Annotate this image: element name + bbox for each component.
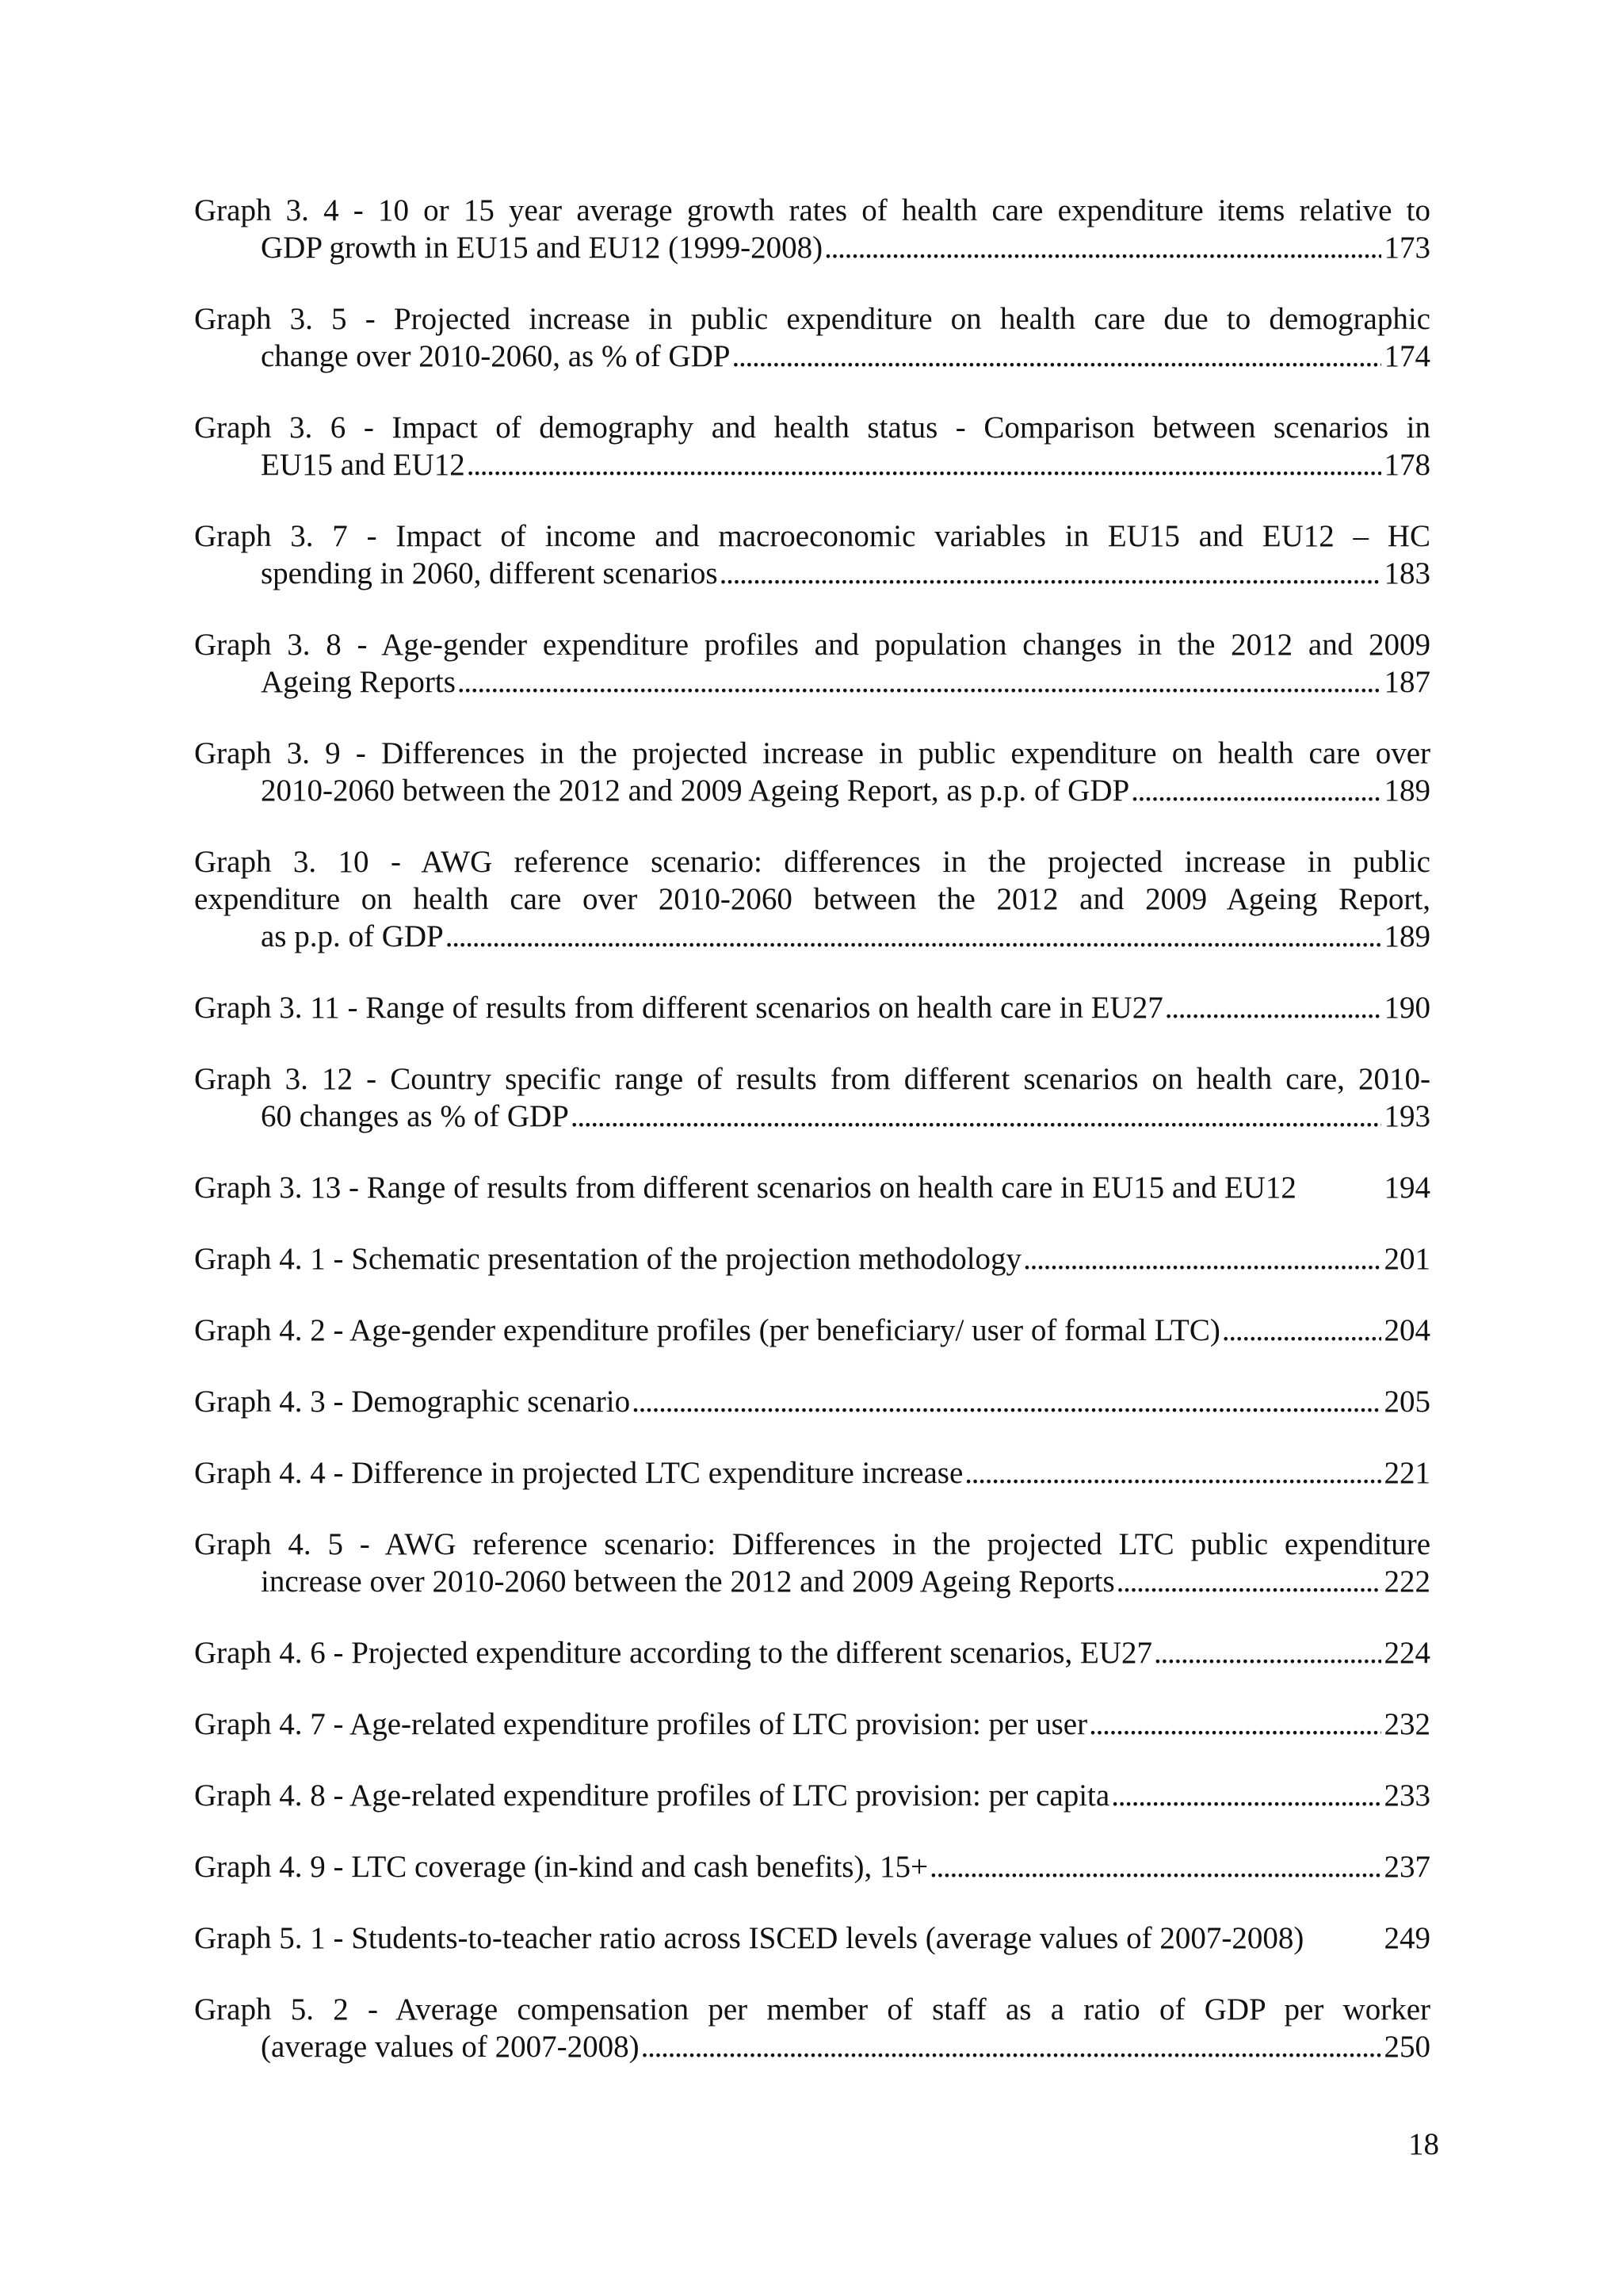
toc-page-number[interactable]: 193 <box>1384 1099 1430 1133</box>
dot-leader <box>1089 1706 1381 1743</box>
toc-page-number[interactable]: 174 <box>1384 339 1430 373</box>
toc-entry-last-line <box>194 1634 1430 1671</box>
toc-entry[interactable] <box>194 192 1430 266</box>
toc-entry-last-line <box>194 1169 1430 1206</box>
toc-entry[interactable] <box>194 409 1430 483</box>
toc-entry-title-line: Graph 3. 9 - Differences in the projected increase in public expenditure on health care over <box>194 736 1430 770</box>
toc-entry-title-line: Graph 4. 5 - AWG reference scenario: Differences in the projected LTC public expenditure <box>194 1527 1430 1561</box>
toc-entry-last-line <box>194 1383 1430 1420</box>
dot-leader <box>445 918 1381 955</box>
toc-page-number[interactable]: 205 <box>1384 1385 1430 1419</box>
toc-page-number[interactable]: 221 <box>1384 1456 1430 1490</box>
toc-page-number[interactable]: 232 <box>1384 1707 1430 1741</box>
toc-entry-title-end: GDP growth in EU15 and EU12 (1999-2008) <box>261 231 823 265</box>
dot-leader <box>731 338 1381 375</box>
toc-entry-title-line: expenditure on health care over 2010-2060 between the 2012 and 2009 Ageing Report, <box>194 882 1430 916</box>
toc-page-number[interactable]: 222 <box>1384 1564 1430 1599</box>
toc-entry-title-end: Graph 3. 13 - Range of results from different scenarios on health care in EU15 and EU12 <box>194 1171 1296 1205</box>
dot-leader <box>632 1383 1381 1420</box>
toc-entry-last-line <box>194 1454 1430 1492</box>
page-number: 18 <box>1408 2127 1439 2161</box>
toc-entry-last-line <box>194 1920 1430 1957</box>
toc-entry[interactable] <box>194 1848 1430 1885</box>
toc-entry[interactable] <box>194 626 1430 701</box>
toc-page-number[interactable]: 204 <box>1384 1313 1430 1347</box>
toc-entry[interactable] <box>194 989 1430 1026</box>
dot-leader <box>1117 1563 1381 1600</box>
toc-entry[interactable] <box>194 300 1430 375</box>
dot-leader <box>571 1098 1381 1135</box>
toc-entry[interactable] <box>194 1169 1430 1206</box>
toc-entry-title-end: change over 2010-2060, as % of GDP <box>261 339 731 373</box>
dot-leader <box>930 1848 1381 1885</box>
toc-entry-last-line <box>194 1563 1430 1600</box>
dot-leader <box>457 663 1381 701</box>
toc-page-number[interactable]: 237 <box>1384 1850 1430 1884</box>
toc-page-number[interactable]: 201 <box>1384 1242 1430 1276</box>
toc-entry[interactable] <box>194 1454 1430 1492</box>
toc-page-number[interactable]: 178 <box>1384 448 1430 482</box>
toc-entry-title-line: Graph 3. 8 - Age-gender expenditure profiles and population changes in the 2012 and 2009 <box>194 628 1430 662</box>
toc-entry-title-end: 2010-2060 between the 2012 and 2009 Ageing Report, as p.p. of GDP <box>261 774 1130 808</box>
dot-leader <box>1222 1312 1381 1349</box>
toc-entry[interactable] <box>194 1920 1430 1957</box>
dot-leader <box>964 1454 1381 1492</box>
toc-entry-title-end: Ageing Reports <box>261 665 456 699</box>
table-of-figures <box>194 192 1430 2099</box>
toc-entry-title-end: Graph 4. 4 - Difference in projected LTC expenditure increase <box>194 1456 964 1490</box>
toc-entry-title-end: (average values of 2007-2008) <box>261 2030 640 2064</box>
toc-page-number[interactable]: 189 <box>1384 774 1430 808</box>
toc-entry-last-line <box>194 663 1430 701</box>
toc-entry[interactable] <box>194 1706 1430 1743</box>
toc-entry[interactable] <box>194 518 1430 592</box>
toc-entry-title-end: EU15 and EU12 <box>261 448 465 482</box>
toc-entry[interactable] <box>194 843 1430 955</box>
toc-entry-last-line <box>194 2028 1430 2065</box>
toc-entry[interactable] <box>194 1991 1430 2065</box>
toc-entry-last-line <box>194 989 1430 1026</box>
toc-entry-last-line <box>194 918 1430 955</box>
toc-entry-last-line <box>194 1312 1430 1349</box>
toc-entry-title-end: Graph 4. 7 - Age-related expenditure profiles of LTC provision: per user <box>194 1707 1088 1741</box>
dot-leader <box>1111 1777 1381 1814</box>
dot-leader <box>1165 989 1381 1026</box>
dot-leader <box>1154 1634 1381 1671</box>
toc-entry-title-end: Graph 4. 9 - LTC coverage (in-kind and cash benefits), 15+ <box>194 1850 928 1884</box>
toc-entry-title-line: Graph 3. 10 - AWG reference scenario: differences in the projected increase in public <box>194 845 1430 879</box>
toc-entry-last-line <box>194 1777 1430 1814</box>
toc-page-number[interactable]: 224 <box>1384 1636 1430 1670</box>
toc-entry-last-line <box>194 1098 1430 1135</box>
toc-entry-last-line <box>194 338 1430 375</box>
toc-entry-title-line: Graph 5. 2 - Average compensation per member of staff as a ratio of GDP per worker <box>194 1992 1430 2027</box>
toc-entry-title-end: as p.p. of GDP <box>261 919 444 953</box>
toc-entry[interactable] <box>194 1060 1430 1135</box>
toc-entry-last-line <box>194 1848 1430 1885</box>
toc-entry[interactable] <box>194 1312 1430 1349</box>
toc-page-number[interactable]: 189 <box>1384 919 1430 953</box>
toc-entry-last-line <box>194 1240 1430 1278</box>
dot-leader <box>467 446 1381 483</box>
toc-entry-title-end: spending in 2060, different scenarios <box>261 556 718 590</box>
toc-page-number[interactable]: 187 <box>1384 665 1430 699</box>
toc-page-number[interactable]: 250 <box>1384 2030 1430 2064</box>
dot-leader <box>824 229 1381 266</box>
toc-entry-last-line <box>194 555 1430 592</box>
dot-leader <box>641 2028 1381 2065</box>
toc-entry-title-end: Graph 5. 1 - Students-to-teacher ratio across ISCED levels (average values of 2007-2008) <box>194 1921 1304 1955</box>
toc-entry-last-line <box>194 1706 1430 1743</box>
toc-entry-last-line <box>194 229 1430 266</box>
toc-entry-title-end: Graph 3. 11 - Range of results from different scenarios on health care in EU27 <box>194 991 1163 1025</box>
toc-entry-last-line <box>194 772 1430 809</box>
toc-entry-title-end: 60 changes as % of GDP <box>261 1099 569 1133</box>
toc-entry-title-end: Graph 4. 1 - Schematic presentation of the projection methodology <box>194 1242 1022 1276</box>
toc-page-number[interactable]: 194 <box>1384 1171 1430 1205</box>
dot-leader <box>1131 772 1381 809</box>
toc-entry-title-line: Graph 3. 4 - 10 or 15 year average growth rates of health care expenditure items relative to <box>194 193 1430 227</box>
toc-entry[interactable] <box>194 1526 1430 1600</box>
toc-entry-title-line: Graph 3. 7 - Impact of income and macroeconomic variables in EU15 and EU12 – HC <box>194 519 1430 553</box>
toc-entry-title-line: Graph 3. 12 - Country specific range of results from different scenarios on health care, 2010- <box>194 1062 1430 1096</box>
toc-entry-last-line <box>194 446 1430 483</box>
toc-page-number[interactable]: 190 <box>1384 991 1430 1025</box>
dot-leader <box>1023 1240 1381 1278</box>
toc-entry-title-end: Graph 4. 2 - Age-gender expenditure profiles (per beneficiary/ user of formal LTC) <box>194 1313 1220 1347</box>
toc-entry-title-line: Graph 3. 5 - Projected increase in public expenditure on health care due to demographic <box>194 302 1430 336</box>
toc-entry[interactable] <box>194 1777 1430 1814</box>
toc-entry-title-end: Graph 4. 8 - Age-related expenditure profiles of LTC provision: per capita <box>194 1778 1110 1813</box>
toc-entry-title-end: Graph 4. 3 - Demographic scenario <box>194 1385 631 1419</box>
toc-entry[interactable] <box>194 1240 1430 1278</box>
toc-entry[interactable] <box>194 1383 1430 1420</box>
toc-entry[interactable] <box>194 1634 1430 1671</box>
toc-entry-title-end: Graph 4. 6 - Projected expenditure according to the different scenarios, EU27 <box>194 1636 1152 1670</box>
toc-entry[interactable] <box>194 735 1430 809</box>
toc-page-number[interactable]: 249 <box>1384 1921 1430 1955</box>
toc-page-number[interactable]: 173 <box>1384 231 1430 265</box>
toc-page-number[interactable]: 183 <box>1384 556 1430 590</box>
toc-page-number[interactable]: 233 <box>1384 1778 1430 1813</box>
toc-entry-title-line: Graph 3. 6 - Impact of demography and health status - Comparison between scenarios in <box>194 411 1430 445</box>
toc-entry-title-end: increase over 2010-2060 between the 2012 and 2009 Ageing Reports <box>261 1564 1115 1599</box>
dot-leader <box>720 555 1381 592</box>
